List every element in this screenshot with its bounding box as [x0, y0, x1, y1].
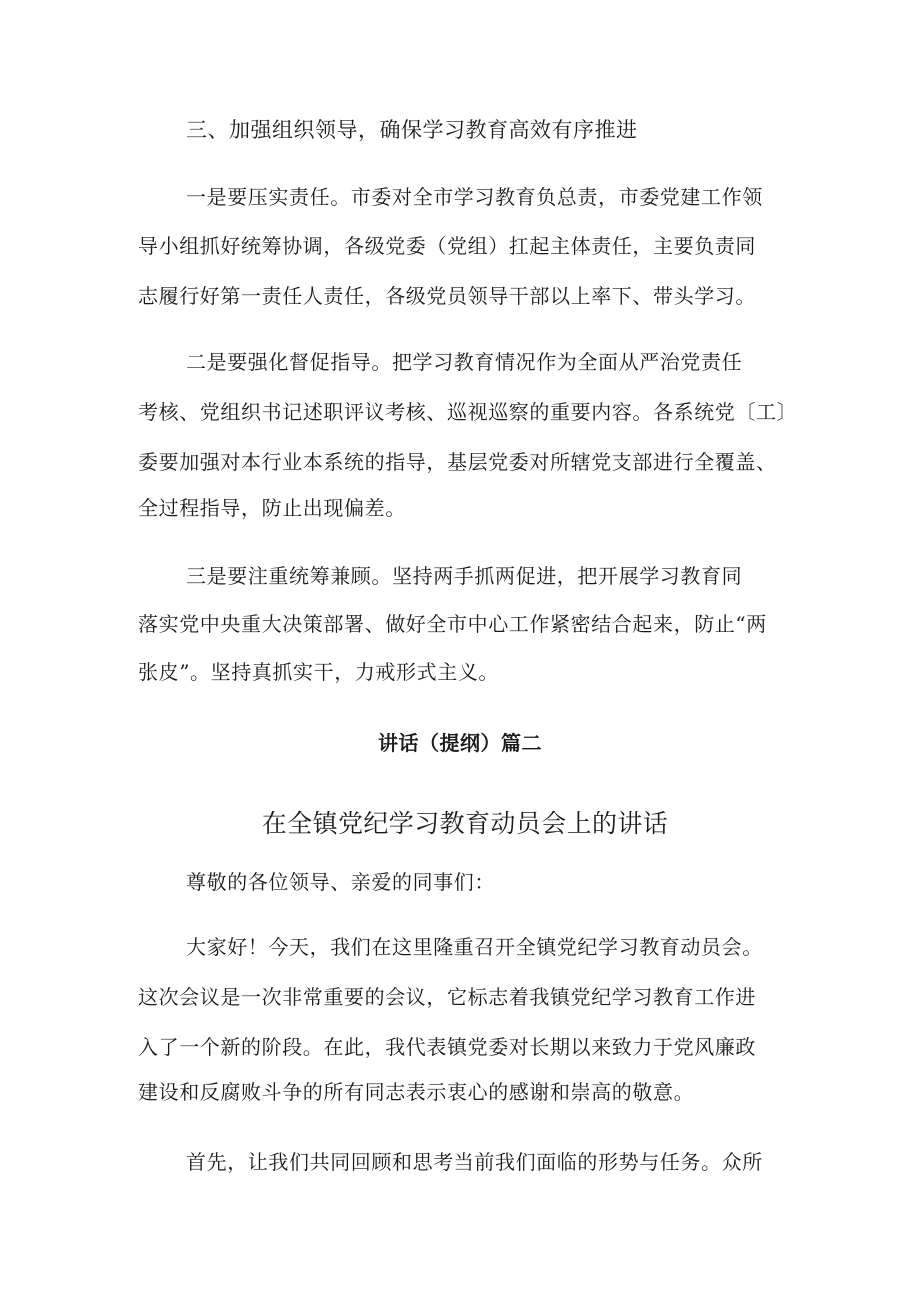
- text-line: 张皮”。坚持真抓实干，力戒形式主义。: [138, 660, 500, 684]
- text-line: 三是要注重统筹兼顾。坚持两手抓两促进，把开展学习教育同: [186, 564, 743, 588]
- text-line: 入了一个新的阶段。在此，我代表镇党委对长期以来致力于党风廉政: [138, 1035, 756, 1059]
- text-line: 大家好！今天，我们在这里隆重召开全镇党纪学习教育动员会。: [186, 935, 763, 959]
- text-line: 志履行好第一责任人责任，各级党员领导干部以上率下、带头学习。: [138, 284, 756, 308]
- section-heading: 三、加强组织领导，确保学习教育高效有序推进: [186, 118, 638, 142]
- text-line: 全过程指导，防止出现偏差。: [138, 496, 406, 520]
- part-subtitle: 讲话（提纲）篇二: [378, 731, 542, 755]
- text-line: 导小组抓好统筹协调，各级党委（党组）扛起主体责任，主要负责同: [138, 234, 756, 258]
- text-line: 委要加强对本行业本系统的指导，基层党委对所辖党支部进行全覆盖、: [138, 450, 777, 474]
- text-line: 落实党中央重大决策部署、做好全市中心工作紧密结合起来，防止“两: [138, 612, 767, 636]
- text-line: 首先，让我们共同回顾和思考当前我们面临的形势与任务。众所: [186, 1150, 763, 1174]
- text-line: 一是要压实责任。市委对全市学习教育负总责，市委党建工作领: [186, 185, 763, 209]
- salutation: 尊敬的各位领导、亲爱的同事们：: [186, 870, 495, 894]
- text-line: 考核、党组织书记述职评议考核、巡视巡察的重要内容。各系统党〔工〕: [138, 400, 798, 424]
- text-line: 二是要强化督促指导。把学习教育情况作为全面从严治党责任: [186, 350, 743, 374]
- text-line: 这次会议是一次非常重要的会议，它标志着我镇党纪学习教育工作进: [138, 985, 756, 1009]
- text-line: 建设和反腐败斗争的所有同志表示衷心的感谢和崇高的敬意。: [138, 1080, 695, 1104]
- speech-title: 在全镇党纪学习教育动员会上的讲话: [261, 809, 669, 838]
